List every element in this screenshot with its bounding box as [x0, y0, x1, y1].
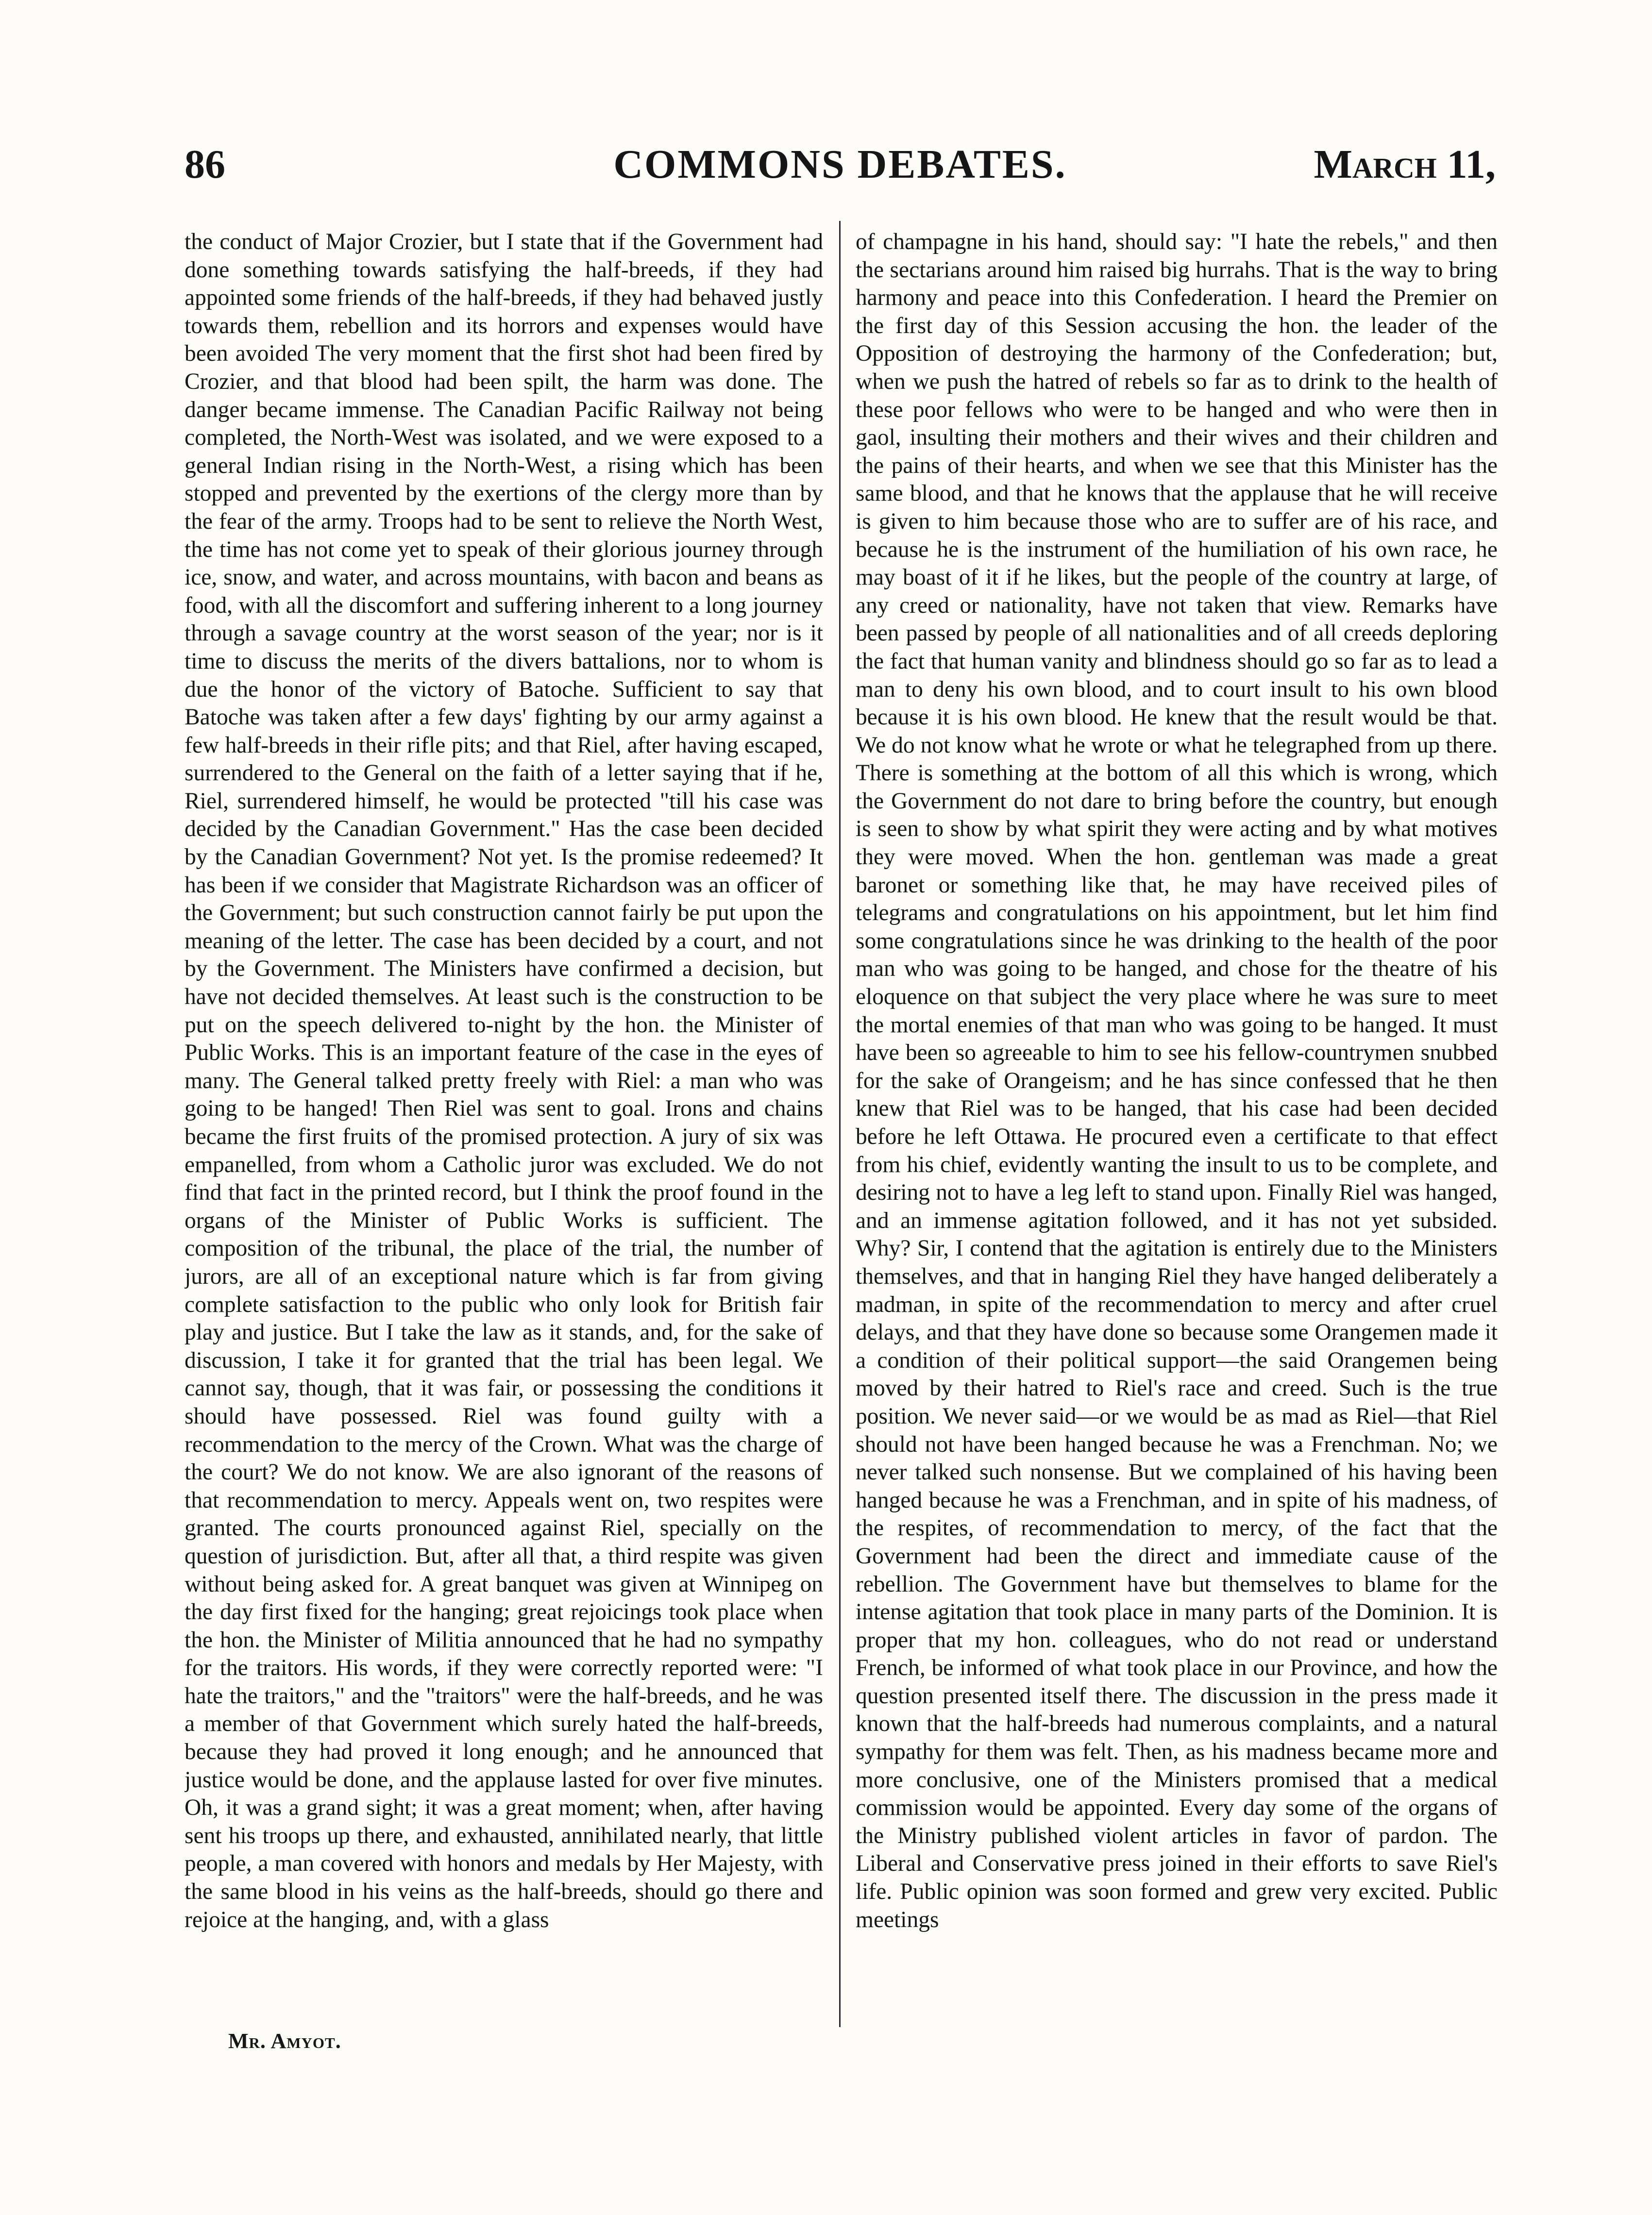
- text-column-right: [856, 228, 1498, 2025]
- page-header: [185, 141, 1496, 194]
- header-date: March 11,: [1314, 142, 1496, 187]
- page-number: 86: [185, 142, 225, 187]
- publication-title: COMMONS DEBATES.: [613, 142, 1067, 187]
- column-right-text: of champagne in his hand, should say: "I hate the rebels," and then the sectarians around him raised big hurrahs. That is the way to bring harmony and peace into this Confederation. I heard the Premier on the first day of this Session accusing the hon. the leader of the Opposition of destroying the harmony of the Confederation; but, when we push the hatred of rebels so far as to drink to the health of these poor fellows who were to be hanged and who were then in gaol, insulting their mothers and their wives and their children and the pains of their hearts, and when we see that this Minister has the same blood, and that he knows that the applause that he will receive is given to him because those who are to suffer are of his race, and because he is the instrument of the humiliation of his own race, he may boast of it if he likes, but the people of the country at large, of any creed or nationality, have not taken that view. Remarks have been passed by people of all nationalities and of all creeds deploring the fact that human vanity and blindness should go so far as to lead a man to deny his own blood, and to court insult to his own blood because it is his own blood. He knew that the result would be that. We do not know what he wrote or what he telegraphed from up there. There is something at the bottom of all this which is wrong, which the Government do not dare to bring before the country, but enough is seen to show by what spirit they were acting and by what motives they were moved. When the hon. gentleman was made a great baronet or something like that, he may have received piles of telegrams and congratulations on his appointment, but let him find some congratulations since he was drinking to the health of the poor man who was going to be hanged, and chose for the theatre of his eloquence on that subject the very place where he was sure to meet the mortal enemies of that man who was going to be hanged. It must have been so agreeable to him to see his fellow-countrymen snubbed for the sake of Orangeism; and he has since confessed that he then knew that Riel was to be hanged, that his case had been decided before he left Ottawa. He procured even a certificate to that effect from his chief, evidently wanting the insult to us to be complete, and desiring not to have a leg left to stand upon. Finally Riel was hanged, and an immense agitation followed, and it has not yet subsided. Why? Sir, I contend that the agitation is entirely due to the Ministers themselves, and that in hanging Riel they have hanged deliberately a madman, in spite of the recommendation to mercy and after cruel delays, and that they have done so because some Orangemen made it a condition of their political support—the said Orangemen being moved by their hatred to Riel's race and creed. Such is the true position. We never said—or we would be as mad as Riel—that Riel should not have been hanged because he was a Frenchman. No; we never talked such nonsense. But we complained of his having been hanged because he was a Frenchman, and in spite of his madness, of the respites, of recommendation to mercy, of the fact that the Government had been the direct and immediate cause of the rebellion. The Government have but themselves to blame for the intense agitation that took place in many parts of the Dominion. It is proper that my hon. colleagues, who do not read or understand French, be informed of what took place in our Province, and how the question presented itself there. The discussion in the press made it known that the half-breeds had numerous complaints, and a natural sympathy for them was felt. Then, as his madness became more and more conclusive, one of the Ministers promised that a medical commission would be appointed. Every day some of the organs of the Ministry published violent articles in favor of pardon. The Liberal and Conservative press joined in their efforts to save Riel's life. Public opinion was soon formed and grew very excited. Public meetings: [856, 229, 1498, 1932]
- column-divider: [839, 221, 841, 2027]
- speaker-footer: Mr. Amyot.: [228, 2029, 341, 2053]
- column-left-text: the conduct of Major Crozier, but I state that if the Government had done something towards satisfying the half-breeds, if they had appointed some friends of the half-breeds, if they had behaved justly towards them, rebellion and its horrors and expenses would have been avoided The very moment that the first shot had been fired by Crozier, and that blood had been spilt, the harm was done. The danger became immense. The Canadian Pacific Railway not being completed, the North-West was isolated, and we were exposed to a general Indian rising in the North-West, a rising which has been stopped and prevented by the exertions of the clergy more than by the fear of the army. Troops had to be sent to relieve the North West, the time has not come yet to speak of their glorious journey through ice, snow, and water, and across mountains, with bacon and beans as food, with all the discomfort and suffering inherent to a long journey through a savage country at the worst season of the year; nor is it time to discuss the merits of the divers battalions, nor to whom is due the honor of the victory of Batoche. Sufficient to say that Batoche was taken after a few days' fighting by our army against a few half-breeds in their rifle pits; and that Riel, after having escaped, surrendered to the General on the faith of a letter saying that if he, Riel, surrendered himself, he would be protected "till his case was decided by the Canadian Government." Has the case been decided by the Canadian Government? Not yet. Is the promise redeemed? It has been if we consider that Magistrate Richardson was an officer of the Government; but such construction cannot fairly be put upon the meaning of the letter. The case has been decided by a court, and not by the Government. The Ministers have confirmed a decision, but have not decided themselves. At least such is the construction to be put on the speech delivered to-night by the hon. the Minister of Public Works. This is an important feature of the case in the eyes of many. The General talked pretty freely with Riel: a man who was going to be hanged! Then Riel was sent to goal. Irons and chains became the first fruits of the promised protection. A jury of six was empanelled, from whom a Catholic juror was excluded. We do not find that fact in the printed record, but I think the proof found in the organs of the Minister of Public Works is sufficient. The composition of the tribunal, the place of the trial, the number of jurors, are all of an exceptional nature which is far from giving complete satisfaction to the public who only look for British fair play and justice. But I take the law as it stands, and, for the sake of discussion, I take it for granted that the trial has been legal. We cannot say, though, that it was fair, or possessing the conditions it should have possessed. Riel was found guilty with a recommendation to the mercy of the Crown. What was the charge of the court? We do not know. We are also ignorant of the reasons of that recommendation to mercy. Appeals went on, two respites were granted. The courts pronounced against Riel, specially on the question of jurisdiction. But, after all that, a third respite was given without being asked for. A great banquet was given at Winnipeg on the day first fixed for the hanging; great rejoicings took place when the hon. the Minister of Militia announced that he had no sympathy for the traitors. His words, if they were correctly reported were: "I hate the traitors," and the "traitors" were the half-breeds, and he was a member of that Government which surely hated the half-breeds, because they had proved it long enough; and he announced that justice would be done, and the applause lasted for over five minutes. Oh, it was a grand sight; it was a great moment; when, after having sent his troops up there, and exhausted, annihilated nearly, that little people, a man covered with honors and medals by Her Majesty, with the same blood in his veins as the half-breeds, should go there and rejoice at the hanging, and, with a glass: [185, 229, 823, 1932]
- text-column-left: [185, 228, 823, 2025]
